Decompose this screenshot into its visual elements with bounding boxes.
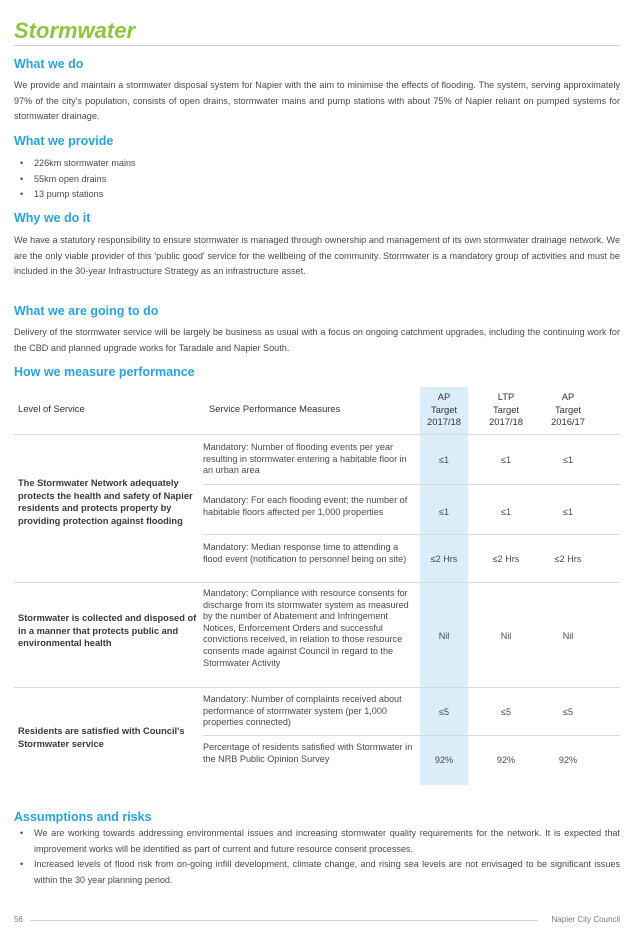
list-item: • 55km open drains (14, 172, 136, 188)
level-of-service-3: Residents are satisfied with Council's Stormwater service (18, 726, 185, 749)
header-ltp-2017-18: LTP Target 2017/18 (489, 391, 523, 427)
measure-resident-satisfaction: Percentage of residents satisfied with Stormwater in the NRB Public Opinion Survey (203, 742, 413, 764)
why-we-do-it-heading: Why we do it (14, 211, 91, 225)
assumptions-list (14, 826, 620, 888)
measure-resource-consents: Mandatory: Compliance with resource consents for discharge from its stormwater system as measured by the number of Abatement and Infringement Notices, Enforcement Orders and successful convictions received, in relation to those resource consents made against Council in regard to the Stormwater Activity (203, 588, 409, 668)
value-ap-prev: ≤5 (562, 707, 574, 717)
list-item: • 226km stormwater mains (14, 156, 136, 172)
value-ltp: 92% (496, 755, 516, 765)
measure-flooding-events: Mandatory: Number of flooding events per year resulting in stormwater entering a habitable floor in an urban area (203, 442, 407, 476)
going-to-do-text: Delivery of the stormwater service will be largely be business as usual with a focus on ongoing catchment upgrades, including the continuing work for the CBD and planned upgrade works for Taradale and Napier South. (14, 327, 620, 353)
measure-response-time: Mandatory: Median response time to attending a flood event (notification to personnel being on site) (203, 542, 407, 564)
value-ltp: ≤2 Hrs (492, 554, 520, 564)
bullet-icon: • (20, 859, 24, 869)
bullet-icon: • (20, 158, 24, 168)
value-ap: Nil (438, 631, 450, 641)
measure-complaints: Mandatory: Number of complaints received about performance of stormwater system (per 1,000 properties connected) (203, 694, 402, 728)
value-ap: ≤1 (438, 507, 450, 517)
ap-target-highlight-column (420, 387, 468, 785)
value-ap-prev: 92% (558, 755, 578, 765)
assumptions-heading: Assumptions and risks (14, 810, 152, 824)
level-of-service-1: The Stormwater Network adequately protects the health and safety of Napier residents and protects property by providing protection against flooding (18, 478, 193, 526)
header-measures: Service Performance Measures (209, 403, 341, 414)
header-ap-2017-18: AP Target 2017/18 (427, 391, 461, 427)
row-divider (203, 735, 620, 736)
value-ltp: Nil (500, 631, 512, 641)
level-of-service-2: Stormwater is collected and disposed of in a manner that protects public and environmental health (18, 613, 197, 648)
list-item: • Increased levels of flood risk from on-going infill development, climate change, and rising sea levels are not envisaged to be significant issues within the 30 year planning period. (20, 859, 620, 885)
footer-divider (30, 920, 538, 921)
performance-table (14, 387, 620, 785)
measure-habitable-floors: Mandatory: For each flooding event; the number of habitable floors affected per 1,000 properties (203, 495, 408, 517)
what-we-do-text: We provide and maintain a stormwater disposal system for Napier with the aim to minimise the effects of flooding. The system, serving approximately 97% of the city's population, consists of open drains, stormwater mains and pump stations with about 75% of Napier reliant on pumped systems for stormwater drainage. (14, 80, 620, 121)
bullet-icon: • (20, 828, 24, 838)
provide-list (14, 156, 136, 203)
list-item: • 13 pump stations (14, 187, 136, 203)
going-to-do-heading: What we are going to do (14, 304, 159, 318)
value-ap-prev: ≤2 Hrs (554, 554, 582, 564)
page-title: Stormwater (14, 18, 136, 43)
value-ltp: ≤1 (500, 455, 512, 465)
value-ltp: ≤1 (500, 507, 512, 517)
what-we-do-heading: What we do (14, 57, 84, 71)
row-divider (14, 582, 620, 583)
value-ap: ≤2 Hrs (430, 554, 458, 564)
value-ap-prev: ≤1 (562, 455, 574, 465)
header-divider (14, 434, 620, 435)
bullet-icon: • (20, 173, 24, 184)
value-ap: ≤5 (438, 707, 450, 717)
row-divider (203, 484, 620, 485)
value-ap: ≤1 (438, 455, 450, 465)
footer-organisation: Napier City Council (551, 915, 620, 924)
row-divider (203, 534, 620, 535)
row-divider (14, 687, 620, 688)
value-ltp: ≤5 (500, 707, 512, 717)
header-ap-2016-17: AP Target 2016/17 (551, 391, 585, 427)
header-level-of-service: Level of Service (18, 403, 85, 414)
value-ap-prev: Nil (562, 631, 574, 641)
what-we-provide-heading: What we provide (14, 134, 114, 148)
performance-heading: How we measure performance (14, 365, 195, 379)
why-we-do-it-text: We have a statutory responsibility to ensure stormwater is managed through ownership and management of its own stormwater drainage network. We are the only viable provider of this 'public good' service for the wellbeing of the community. Stormwater is a mandatory group of activities and must be included in the 30-year Infrastructure Strategy as an infrastructure asset. (14, 235, 620, 276)
title-divider (14, 45, 620, 46)
list-item: • We are working towards addressing environmental issues and increasing stormwater quality requirements for the network. It is expected that improvement works will be identified as part of current and future resource consent processes. (20, 828, 620, 854)
page-number: 56 (14, 915, 23, 924)
value-ap: 92% (434, 755, 454, 765)
value-ap-prev: ≤1 (562, 507, 574, 517)
bullet-icon: • (20, 189, 24, 199)
